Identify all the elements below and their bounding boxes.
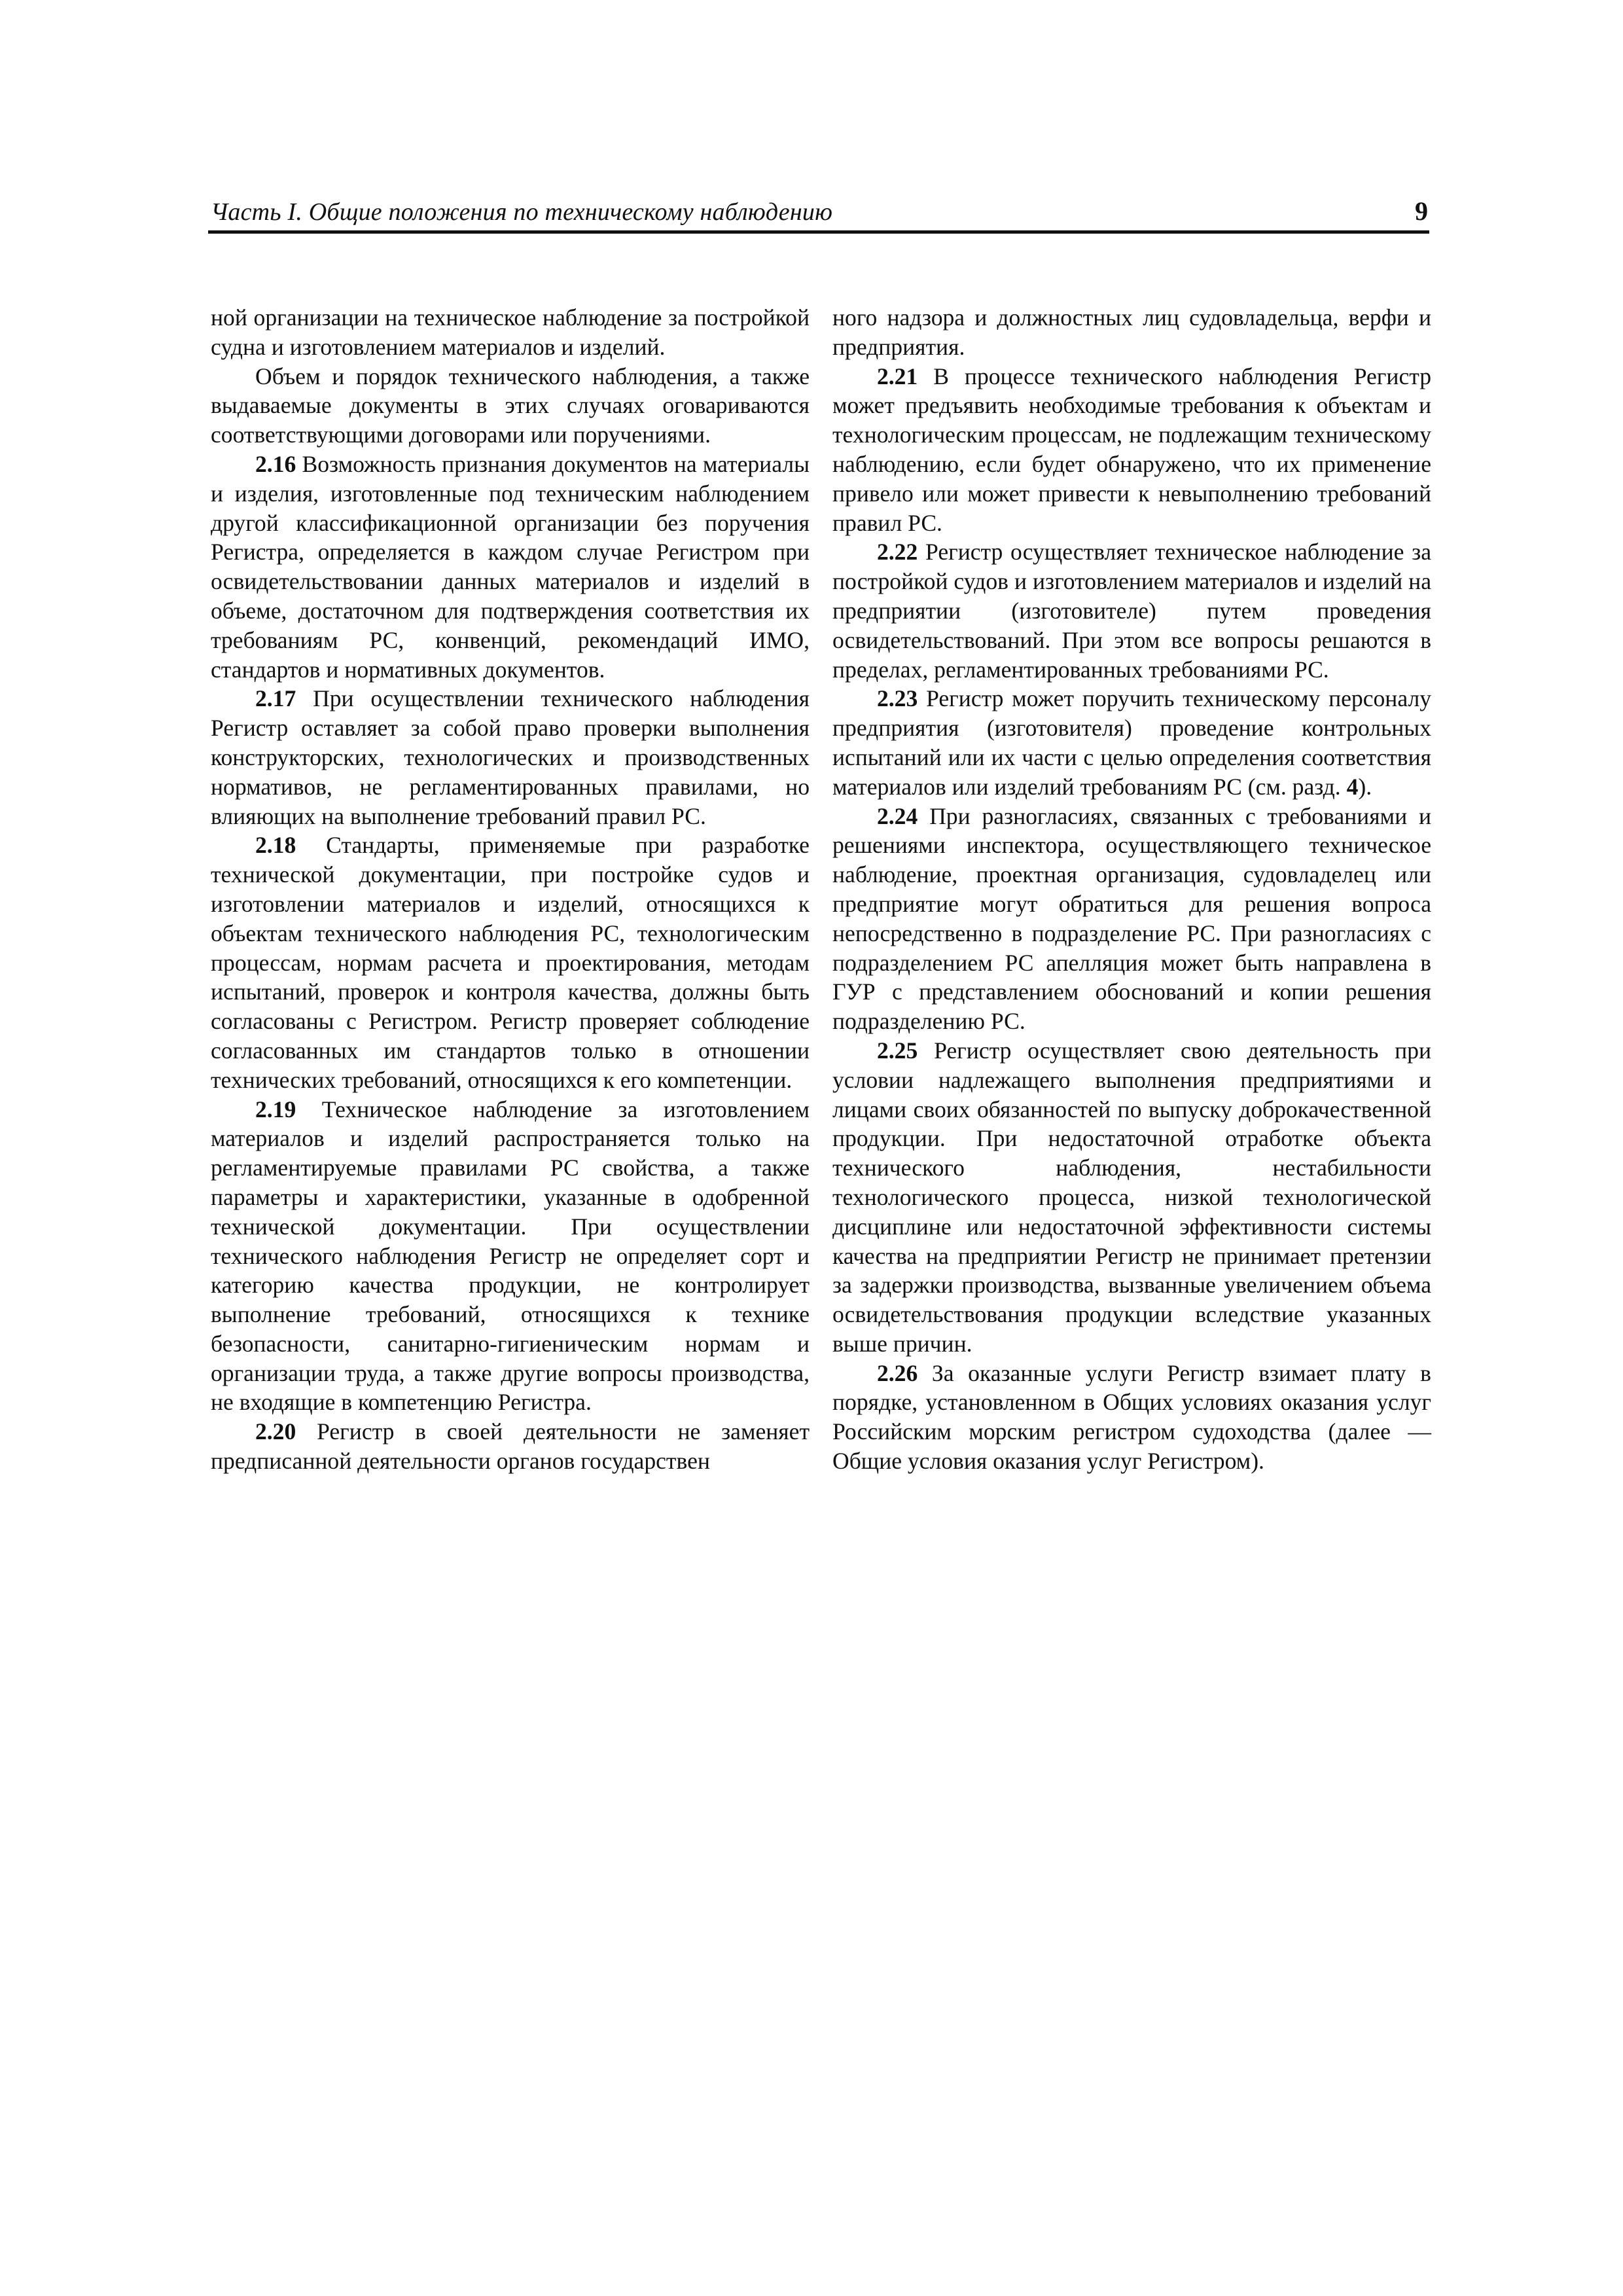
- paragraph-number: 2.17: [255, 685, 296, 712]
- paragraph-2-20: [211, 1417, 810, 1476]
- paragraph-text: ного надзора и должностных лиц судовладельца, верфи и предприятия.: [832, 304, 1431, 360]
- paragraph-2-23: [832, 684, 1431, 801]
- paragraph-text: Регистр осуществляет техническое наблюдение за постройкой судов и изготовлением материалов и изделий на предприятии (изготовителе) путем проведения освидетельствований. При этом все вопросы решаются в пределах, регламентированных требованиями РС.: [832, 539, 1431, 683]
- paragraph-text: При разногласиях, связанных с требованиями и решениями инспектора, осуществляющего техническое наблюдение, проектная организация, судовладелец или предприятие могут обратиться для решения вопроса непосредственно в подразделение РС. При разногласиях с подразделением РС апелляция может быть направлена в ГУР с представлением обоснований и копии решения подразделению РС.: [832, 802, 1431, 1035]
- paragraph-2-22: [832, 537, 1431, 684]
- paragraph-text: Техническое наблюдение за изготовлением материалов и изделий распространяется только на регламентируемые правилами РС свойства, а также параметры и характеристики, указанные в одобренной технической документации. При осуществлении технического наблюдения Регистр не определяет сорт и категорию качества продукции, не контролирует выполнение требований, относящихся к технике безопасности, санитарно-гигиеническим нормам и организации труда, а также другие вопросы производства, не входящие в компетенцию Регистра.: [211, 1096, 810, 1416]
- paragraph-text: При осуществлении технического наблюдения Регистр оставляет за собой право проверки выполнения конструкторских, технологических и производственных нормативов, не регламентированных правилами, но влияющих на выполнение требований правил РС.: [211, 685, 810, 829]
- left-column: [211, 303, 810, 1476]
- section-reference: 4: [1346, 773, 1359, 800]
- paragraph-continuation: [211, 303, 810, 362]
- paragraph-2-26: [832, 1359, 1431, 1476]
- paragraph-number: 2.25: [877, 1037, 918, 1064]
- paragraph-text: Возможность признания документов на материалы и изделия, изготовленные под техническим наблюдением другой классификационной организации без поручения Регистра, определяется в каждом случае Регистром при освидетельствовании данных материалов и изделий в объеме, достаточном для подтверждения соответствия их требованиям РС, конвенций, рекомендаций ИМО, стандартов и нормативных документов.: [211, 450, 810, 683]
- paragraph-number: 2.22: [877, 539, 918, 565]
- paragraph-number: 2.18: [255, 832, 296, 859]
- paragraph-2-19: [211, 1095, 810, 1418]
- paragraph-text: Регистр в своей деятельности не заменяет предписанной деятельности органов государствен: [211, 1418, 810, 1475]
- running-header: [208, 198, 1429, 234]
- paragraph-2-16: [211, 450, 810, 684]
- paragraph-text: Регистр может поручить техническому персоналу предприятия (изготовителя) проведение контрольных испытаний или их части с целью определения соответствия материалов или изделий требованиям РС (см. разд.: [832, 685, 1431, 800]
- paragraph-2-24: [832, 802, 1431, 1036]
- paragraph-2-17: [211, 684, 810, 831]
- paragraph-2-25: [832, 1036, 1431, 1359]
- paragraph-number: 2.23: [877, 685, 918, 712]
- paragraph-text: Регистр осуществляет свою деятельность при условии надлежащего выполнения предприятиями и лицами своих обязанностей по выпуску доброкачественной продукции. При недостаточной отработке объекта технического наблюдения, нестабильности технологического процесса, низкой технологической дисциплине или недостаточной эффективности системы качества на предприятии Регистр не принимает претензии за задержки производства, вызванные увеличением объема освидетельствования продукции вследствие указанных выше причин.: [832, 1037, 1432, 1357]
- paragraph-continuation: [832, 303, 1431, 362]
- paragraph-text-tail: ).: [1358, 773, 1372, 800]
- paragraph-text: За оказанные услуги Регистр взимает плату в порядке, установленном в Общих условиях оказания услуг Российским морским регистром судоходства (далее — Общие условия оказания услуг Регистром).: [832, 1359, 1431, 1475]
- paragraph-number: 2.19: [255, 1096, 296, 1122]
- right-column: [832, 303, 1431, 1476]
- paragraph-text: Объем и порядок технического наблюдения, а также выдаваемые документы в этих случаях оговариваются соответствующими договорами или поручениями.: [211, 363, 810, 448]
- paragraph-2-21: [832, 362, 1431, 538]
- paragraph-number: 2.16: [255, 450, 296, 477]
- paragraph: [211, 362, 810, 450]
- paragraph-number: 2.21: [877, 363, 918, 389]
- paragraph-text: В процессе технического наблюдения Регистр может предъявить необходимые требования к объектам и технологическим процессам, не подлежащим техническому наблюдению, если будет обнаружено, что их применение привело или может привести к невыполнению требований правил РС.: [832, 363, 1432, 536]
- paragraph-text: Стандарты, применяемые при разработке технической документации, при постройке судов и изготовлении материалов и изделий, относящихся к объектам технического наблюдения РС, технологическим процессам, нормам расчета и проектирования, методам испытаний, проверок и контроля качества, должны быть согласованы с Регистром. Регистр проверяет соблюдение согласованных им стандартов только в отношении технических требований, относящихся к его компетенции.: [211, 832, 810, 1093]
- paragraph-2-18: [211, 831, 810, 1094]
- paragraph-text: ной организации на техническое наблюдение за постройкой судна и изготовлением материалов и изделий.: [211, 304, 810, 360]
- paragraph-number: 2.24: [877, 802, 918, 829]
- paragraph-number: 2.20: [255, 1418, 296, 1445]
- page-number: 9: [1415, 196, 1428, 226]
- running-header-title: Часть I. Общие положения по техническому наблюдению: [211, 198, 833, 226]
- paragraph-number: 2.26: [877, 1359, 918, 1386]
